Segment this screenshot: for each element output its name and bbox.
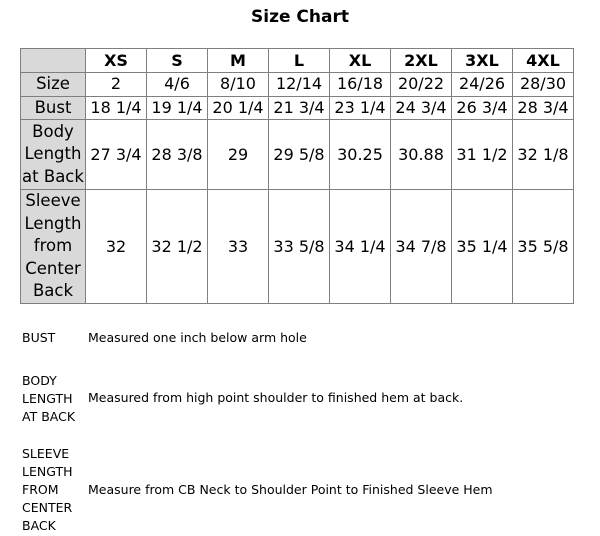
table-cell: 32 1/2 [147, 190, 208, 304]
table-cell: 33 5/8 [269, 190, 330, 304]
note-term-body-length: BODY LENGTH AT BACK [22, 373, 76, 424]
note-term-sleeve-length: SLEEVE LENGTH FROM CENTER BACK [22, 446, 73, 533]
size-chart-table [20, 48, 574, 304]
table-cell: 4/6 [147, 73, 208, 97]
header-corner-cell [21, 49, 86, 73]
table-row-sleeve-length [21, 190, 574, 304]
size-header-cell: L [269, 49, 330, 73]
table-cell: 12/14 [269, 73, 330, 97]
table-cell: 21 3/4 [269, 96, 330, 120]
table-row-body-length [21, 120, 574, 190]
table-cell: 31 1/2 [452, 120, 513, 190]
table-row-size [21, 73, 574, 97]
table-cell: 34 7/8 [391, 190, 452, 304]
table-cell: 28 3/4 [513, 96, 574, 120]
table-cell: 28/30 [513, 73, 574, 97]
table-cell: 35 1/4 [452, 190, 513, 304]
note-description-body-length: Measured from high point shoulder to finished hem at back. [88, 390, 464, 405]
size-header-cell: 2XL [391, 49, 452, 73]
row-label-cell: Size [21, 73, 86, 97]
table-row-bust [21, 96, 574, 120]
table-cell: 8/10 [208, 73, 269, 97]
table-cell: 34 1/4 [330, 190, 391, 304]
row-label-cell: Sleeve Length from Center Back [21, 190, 86, 304]
table-cell: 32 1/8 [513, 120, 574, 190]
table-cell: 20 1/4 [208, 96, 269, 120]
table-cell: 35 5/8 [513, 190, 574, 304]
table-cell: 23 1/4 [330, 96, 391, 120]
table-cell: 20/22 [391, 73, 452, 97]
table-cell: 19 1/4 [147, 96, 208, 120]
table-cell: 18 1/4 [86, 96, 147, 120]
note-description-bust: Measured one inch below arm hole [88, 330, 307, 345]
row-label-cell: Body Length at Back [21, 120, 86, 190]
size-header-cell: M [208, 49, 269, 73]
note-description-sleeve-length: Measure from CB Neck to Shoulder Point to Finished Sleeve Hem [88, 482, 493, 497]
table-cell: 26 3/4 [452, 96, 513, 120]
table-header-row [21, 49, 574, 73]
size-header-cell: 3XL [452, 49, 513, 73]
table-cell: 28 3/8 [147, 120, 208, 190]
table-cell: 29 5/8 [269, 120, 330, 190]
size-header-cell: S [147, 49, 208, 73]
note-term-bust: BUST [22, 330, 56, 345]
table-cell: 2 [86, 73, 147, 97]
table-cell: 24 3/4 [391, 96, 452, 120]
table-cell: 30.88 [391, 120, 452, 190]
page-title: Size Chart [251, 7, 349, 27]
table-cell: 16/18 [330, 73, 391, 97]
size-header-cell: 4XL [513, 49, 574, 73]
table-cell: 33 [208, 190, 269, 304]
table-cell: 24/26 [452, 73, 513, 97]
size-header-cell: XS [86, 49, 147, 73]
size-header-cell: XL [330, 49, 391, 73]
table-cell: 32 [86, 190, 147, 304]
table-cell: 30.25 [330, 120, 391, 190]
row-label-cell: Bust [21, 96, 86, 120]
table-cell: 29 [208, 120, 269, 190]
table-cell: 27 3/4 [86, 120, 147, 190]
